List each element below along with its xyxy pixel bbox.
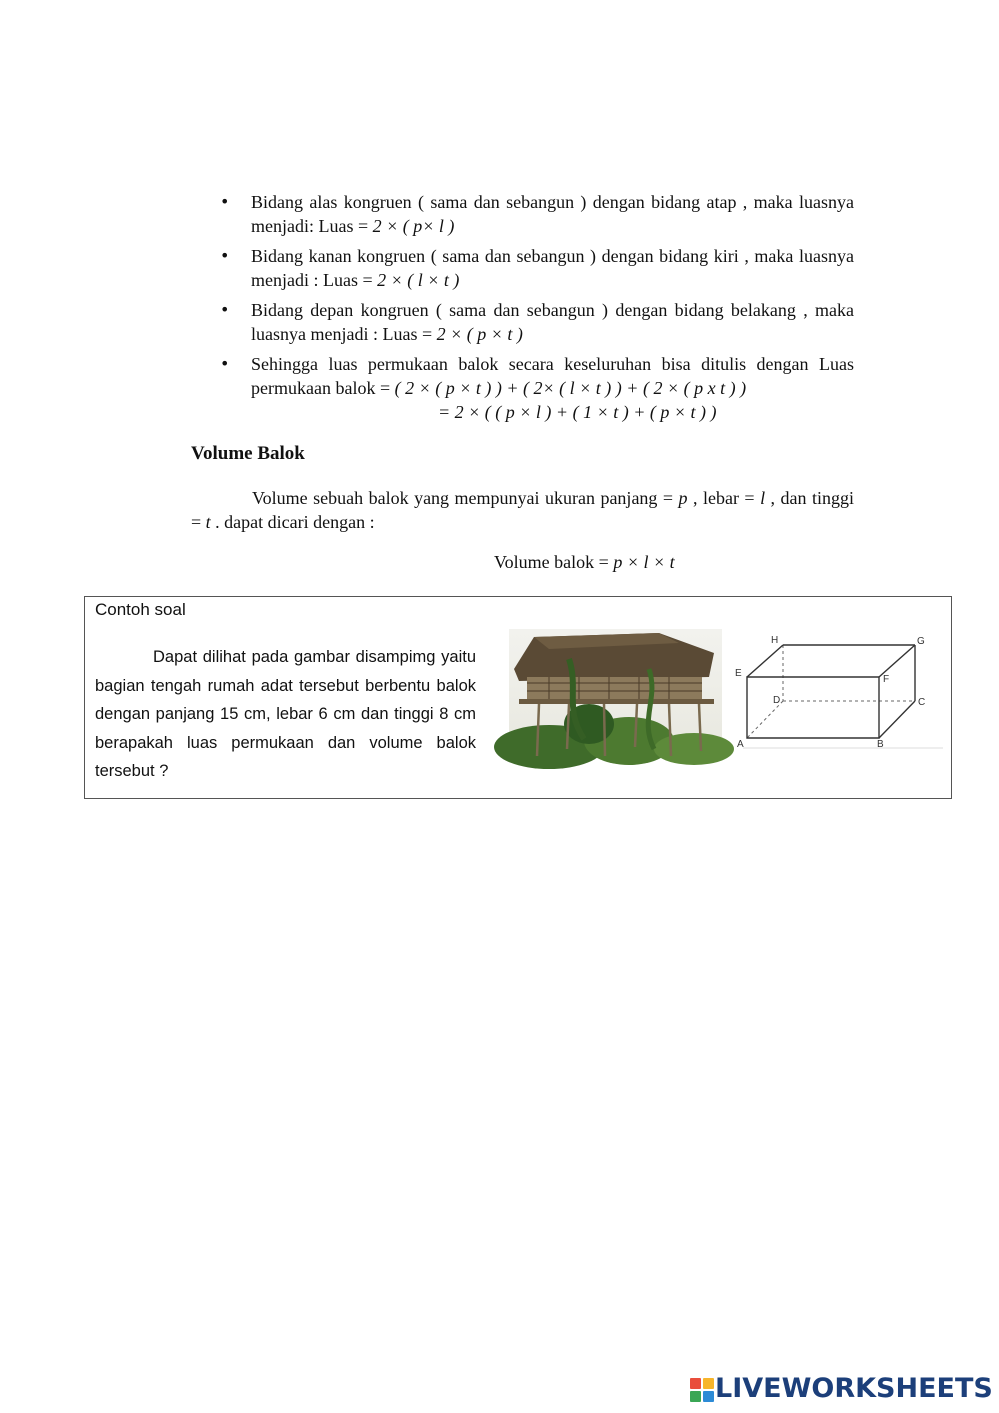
example-title: Contoh soal (95, 600, 186, 619)
vertex-label-d: D (773, 695, 781, 706)
formula: ( 2 × ( p × t ) ) + ( 2× ( l × t ) ) + ( 2 × ( p x t ) ) (394, 378, 747, 398)
vertex-label-b: B (877, 739, 884, 750)
formula-continued: = 2 × ( ( p × l ) + ( 1 × t ) + ( p × t ) ) (438, 402, 717, 422)
volume-formula: Volume balok = p × l × t (494, 552, 675, 572)
list-item: • Bidang alas kongruen ( sama dan sebangun ) dengan bidang atap , maka luasnya menjadi: Luas = 2 × ( p× l ) (220, 190, 854, 238)
list-item: • Sehingga luas permukaan balok secara keseluruhan bisa ditulis dengan Luas permukaan balok = ( 2 × ( p × t ) ) + ( 2× ( l × t ) ) + ( 2 × ( p x t ) ) = 2 × ( ( p × l ) + ( 1 × t ) + ( p × t ) ) (220, 352, 854, 424)
list-item: • Bidang depan kongruen ( sama dan sebangun ) dengan bidang belakang , maka luasnya menjadi : Luas = 2 × ( p × t ) (220, 298, 854, 346)
liveworksheets-logo-icon (690, 1378, 714, 1402)
formula: 2 × ( p× l ) (372, 216, 455, 236)
vertex-label-c: C (918, 697, 926, 708)
properties-list (220, 190, 854, 430)
list-item: • Bidang kanan kongruen ( sama dan sebangun ) dengan bidang kiri , maka luasnya menjadi : Luas = 2 × ( l × t ) (220, 244, 854, 292)
cuboid-diagram (735, 633, 943, 751)
vertex-label-a: A (737, 739, 744, 750)
example-text: Dapat dilihat pada gambar disampimg yaitu bagian tengah rumah adat tersebut berbentu balok dengan panjang 15 cm, lebar 6 cm dan tinggi 8 cm berapakah luas permukaan dan volume balok tersebut ? (95, 648, 476, 780)
traditional-house-photo (509, 629, 722, 756)
formula: 2 × ( l × t ) (377, 270, 460, 290)
formula: 2 × ( p × t ) (436, 324, 523, 344)
section-heading: Volume Balok (191, 443, 305, 464)
vertex-label-h: H (771, 635, 779, 646)
logo-text: LIVEWORKSHEETS (715, 1373, 993, 1404)
vertex-label-e: E (735, 668, 742, 679)
vertex-label-g: G (917, 636, 925, 647)
volume-paragraph: Volume sebuah balok yang mempunyai ukuran panjang = p , lebar = l , dan tinggi = t . dapat dicari dengan : (191, 488, 854, 532)
example-box (84, 596, 952, 799)
vertex-label-f: F (883, 674, 890, 685)
